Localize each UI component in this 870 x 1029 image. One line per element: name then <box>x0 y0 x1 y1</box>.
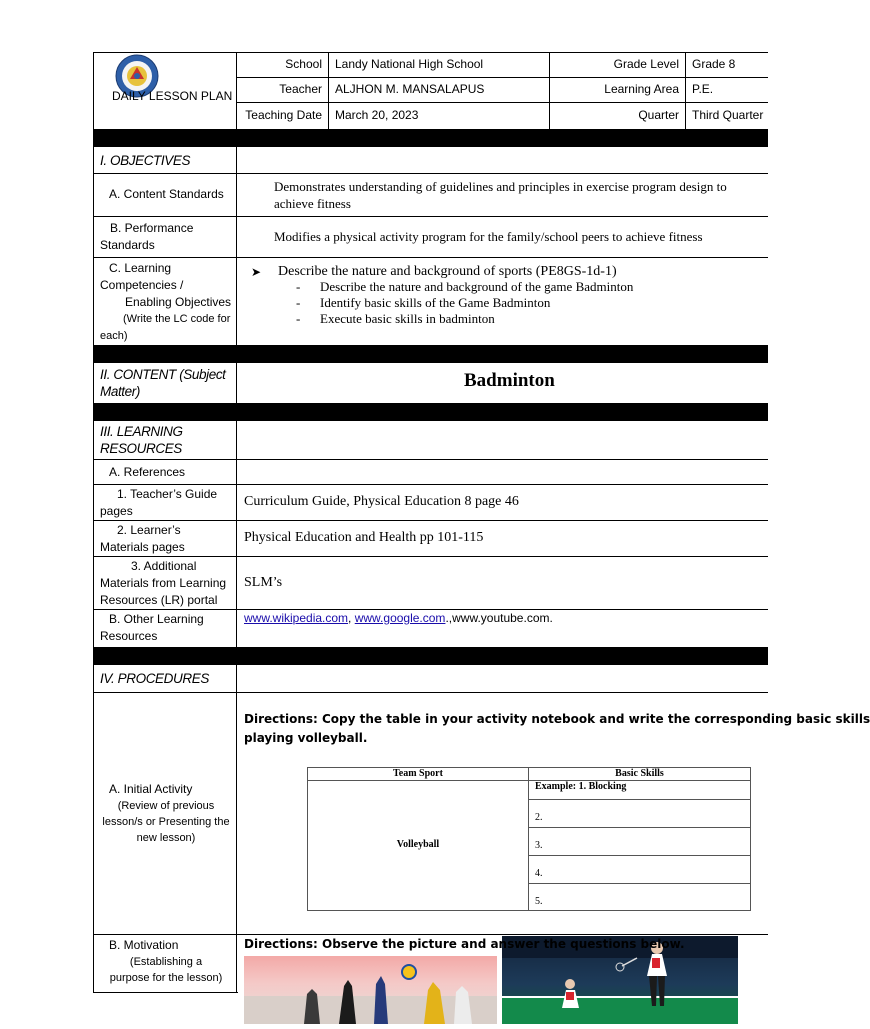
arrow-bullet-icon: ➤ <box>251 265 262 279</box>
teacher-guide-value: Curriculum Guide, Physical Education 8 page 46 <box>244 494 519 509</box>
learning-competencies-label <box>100 260 231 345</box>
learner-label-line: 2. Learner’s <box>117 523 181 537</box>
resources-heading-line: RESOURCES <box>100 441 182 456</box>
references-label: A. References <box>109 465 186 479</box>
competencies-label-line: (Write the LC code for <box>123 313 231 325</box>
grade-level-label: Grade Level <box>613 57 679 71</box>
competency-list <box>296 279 633 327</box>
page-title: DAILY LESSON PLAN <box>112 89 233 103</box>
initial-sub-line: new lesson) <box>136 832 196 844</box>
initial-activity-sub <box>97 798 235 846</box>
resources-heading <box>100 423 183 457</box>
teacher-guide-label <box>100 486 217 520</box>
list-item: - Execute basic skills in badminton <box>296 311 495 326</box>
additional-label-line: Materials from Learning <box>100 576 227 590</box>
other-label-line: B. Other Learning <box>109 612 204 626</box>
section-separator <box>93 647 768 665</box>
teacher-guide-label-line: pages <box>100 504 133 518</box>
learning-area-label: Learning Area <box>604 82 679 96</box>
other-label-line: Resources <box>100 629 158 643</box>
motivation-label: B. Motivation <box>109 938 179 952</box>
subject-title: Badminton <box>464 370 555 391</box>
teacher-value: ALJHON M. MANSALAPUS <box>335 82 485 96</box>
additional-materials-label <box>100 558 226 609</box>
additional-materials-value: SLM’s <box>244 575 283 590</box>
motivation-sub-line: (Establishing a <box>129 956 203 968</box>
initial-sub-line: (Review of previous <box>117 800 215 812</box>
performance-standards-text: Modifies a physical activity program for the family/school peers to achieve fitness <box>274 229 703 244</box>
initial-sub-line: lesson/s or Presenting the <box>102 816 230 828</box>
content-standards-line: Demonstrates understanding of guidelines and principles in exercise program design to <box>274 179 727 194</box>
resources-heading-line: III. LEARNING <box>100 424 183 439</box>
wikipedia-link[interactable]: www.wikipedia.com <box>244 611 349 625</box>
table-row: 4. <box>535 868 543 879</box>
teacher-guide-label-line: 1. Teacher’s Guide <box>117 487 218 501</box>
google-link[interactable]: www.google.com <box>354 611 446 625</box>
content-standards-label: A. Content Standards <box>109 187 224 201</box>
table-row: Example: 1. Blocking <box>535 781 627 792</box>
table-row: 2. <box>535 812 543 823</box>
performance-label-line: Standards <box>100 238 155 252</box>
learner-materials-label <box>100 522 185 556</box>
competencies-label-line: Competencies / <box>100 278 184 292</box>
competencies-label-line: each) <box>100 330 128 342</box>
learning-area-value: P.E. <box>692 82 714 96</box>
content-heading-line: II. CONTENT (Subject <box>100 367 226 382</box>
quarter-value: Third Quarter <box>692 108 764 122</box>
grade-level-value: Grade 8 <box>692 57 736 71</box>
directions-copy-table <box>244 710 870 748</box>
motivation-sub <box>97 954 235 986</box>
section-separator <box>93 403 768 421</box>
section-separator <box>93 129 768 147</box>
content-heading-line: Matter) <box>100 384 140 399</box>
school-value: Landy National High School <box>335 57 484 71</box>
list-item: - Identify basic skills of the Game Badminton <box>296 295 551 310</box>
table-cell-sport: Volleyball <box>396 839 440 850</box>
table-header-sport: Team Sport <box>393 768 443 779</box>
performance-standards-label <box>100 220 193 254</box>
motivation-sub-line: purpose for the lesson) <box>109 972 223 984</box>
table-row: 5. <box>535 896 543 907</box>
competencies-label-line: C. Learning <box>109 261 172 275</box>
directions-line: Directions: Copy the table in your activity notebook and write the corresponding basic skills <box>244 712 870 726</box>
objectives-heading: I. OBJECTIVES <box>100 153 191 168</box>
link-separator: , <box>348 611 355 625</box>
youtube-text: .,www.youtube.com. <box>445 611 553 625</box>
quarter-label: Quarter <box>638 108 679 122</box>
content-heading <box>100 366 226 400</box>
school-label: School <box>285 57 322 71</box>
content-standards-line: achieve fitness <box>274 196 351 211</box>
additional-label-line: 3. Additional <box>131 559 197 573</box>
additional-label-line: Resources (LR) portal <box>100 593 218 607</box>
list-item: - Describe the nature and background of the game Badminton <box>296 279 634 294</box>
performance-label-line: B. Performance <box>110 221 194 235</box>
other-resources-label <box>100 611 204 645</box>
content-standards-text <box>274 178 768 212</box>
learner-label-line: Materials pages <box>100 540 185 554</box>
teaching-date-value: March 20, 2023 <box>335 108 419 122</box>
volleyball-photo <box>244 956 497 1024</box>
initial-activity-label: A. Initial Activity <box>109 782 193 796</box>
teacher-label: Teacher <box>279 82 322 96</box>
table-row: 3. <box>535 840 543 851</box>
competency-main: Describe the nature and background of sports (PE8GS-1d-1) <box>278 264 617 279</box>
competencies-label-line: Enabling Objectives <box>125 295 232 309</box>
section-separator <box>93 345 768 363</box>
other-resources-links <box>244 611 553 625</box>
procedures-heading: IV. PROCEDURES <box>100 671 209 686</box>
basic-skills-table <box>307 767 751 911</box>
learner-materials-value: Physical Education and Health pp 101-115 <box>244 530 484 545</box>
teaching-date-label: Teaching Date <box>245 108 322 122</box>
table-header-skills: Basic Skills <box>615 768 664 779</box>
directions-observe-picture: Directions: Observe the picture and answer the questions below. <box>244 937 685 951</box>
directions-line: playing volleyball. <box>244 731 368 745</box>
